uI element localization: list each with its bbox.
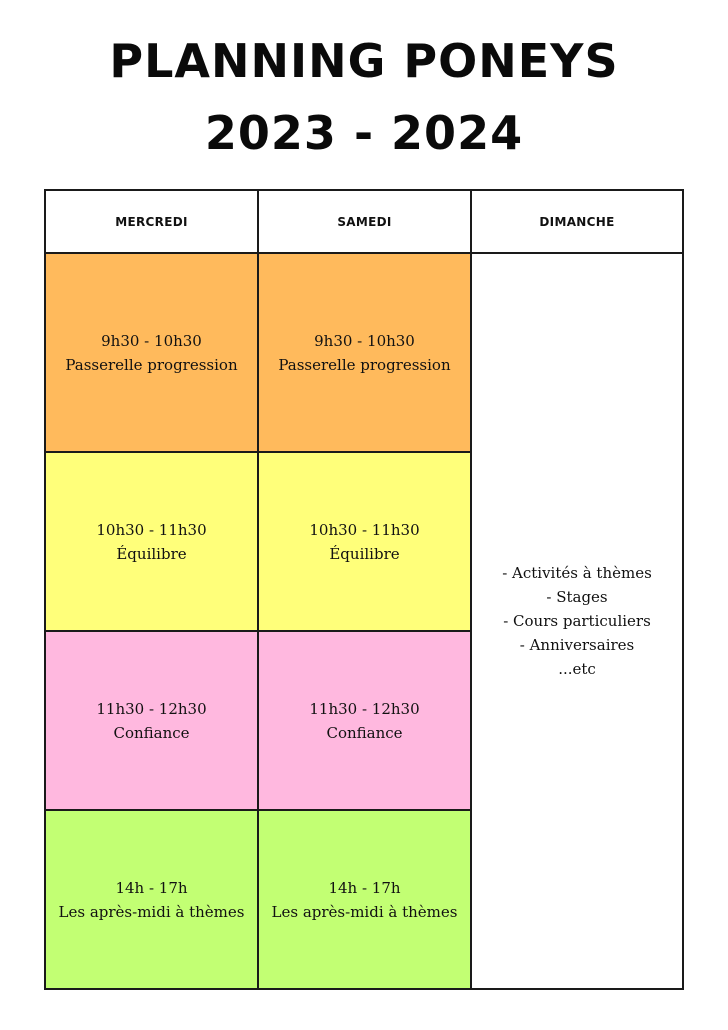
- slot-time: 10h30 - 11h30: [309, 520, 420, 539]
- slot-time: 10h30 - 11h30: [96, 520, 207, 539]
- slot-time: 11h30 - 12h30: [309, 699, 420, 718]
- wednesday-slot-4: [46, 811, 259, 988]
- slot-name: Passerelle progression: [278, 355, 451, 374]
- slot-name: Les après-midi à thèmes: [58, 902, 245, 921]
- slot-name: Confiance: [326, 723, 403, 742]
- sunday-activity-item: ...etc: [558, 660, 596, 678]
- column-header-wednesday: MERCREDI: [46, 191, 259, 254]
- saturday-slot-3: [259, 632, 472, 811]
- slot-name: Équilibre: [116, 544, 187, 563]
- column-header-saturday: SAMEDI: [259, 191, 472, 254]
- wednesday-slot-3: [46, 632, 259, 811]
- page-subtitle-year: 2023 - 2024: [204, 106, 524, 160]
- saturday-slot-2: [259, 453, 472, 632]
- wednesday-slot-1: [46, 254, 259, 453]
- slot-name: Équilibre: [329, 544, 400, 563]
- sunday-activity-item: - Anniversaires: [519, 636, 635, 654]
- sunday-activity-item: - Stages: [546, 588, 608, 606]
- sunday-activity-item: - Activités à thèmes: [502, 564, 652, 582]
- wednesday-slot-2: [46, 453, 259, 632]
- slot-time: 9h30 - 10h30: [314, 331, 415, 350]
- sunday-activity-item: - Cours particuliers: [503, 612, 651, 630]
- slot-time: 11h30 - 12h30: [96, 699, 207, 718]
- column-header-sunday: DIMANCHE: [472, 191, 682, 254]
- schedule-table: [44, 189, 684, 990]
- saturday-slot-1: [259, 254, 472, 453]
- slot-time: 14h - 17h: [328, 878, 401, 897]
- sunday-activities: [472, 254, 682, 988]
- page-title: PLANNING PONEYS: [109, 34, 619, 88]
- slot-time: 14h - 17h: [115, 878, 188, 897]
- saturday-slot-4: [259, 811, 472, 988]
- slot-name: Passerelle progression: [65, 355, 238, 374]
- slot-name: Confiance: [113, 723, 190, 742]
- slot-time: 9h30 - 10h30: [101, 331, 202, 350]
- slot-name: Les après-midi à thèmes: [271, 902, 458, 921]
